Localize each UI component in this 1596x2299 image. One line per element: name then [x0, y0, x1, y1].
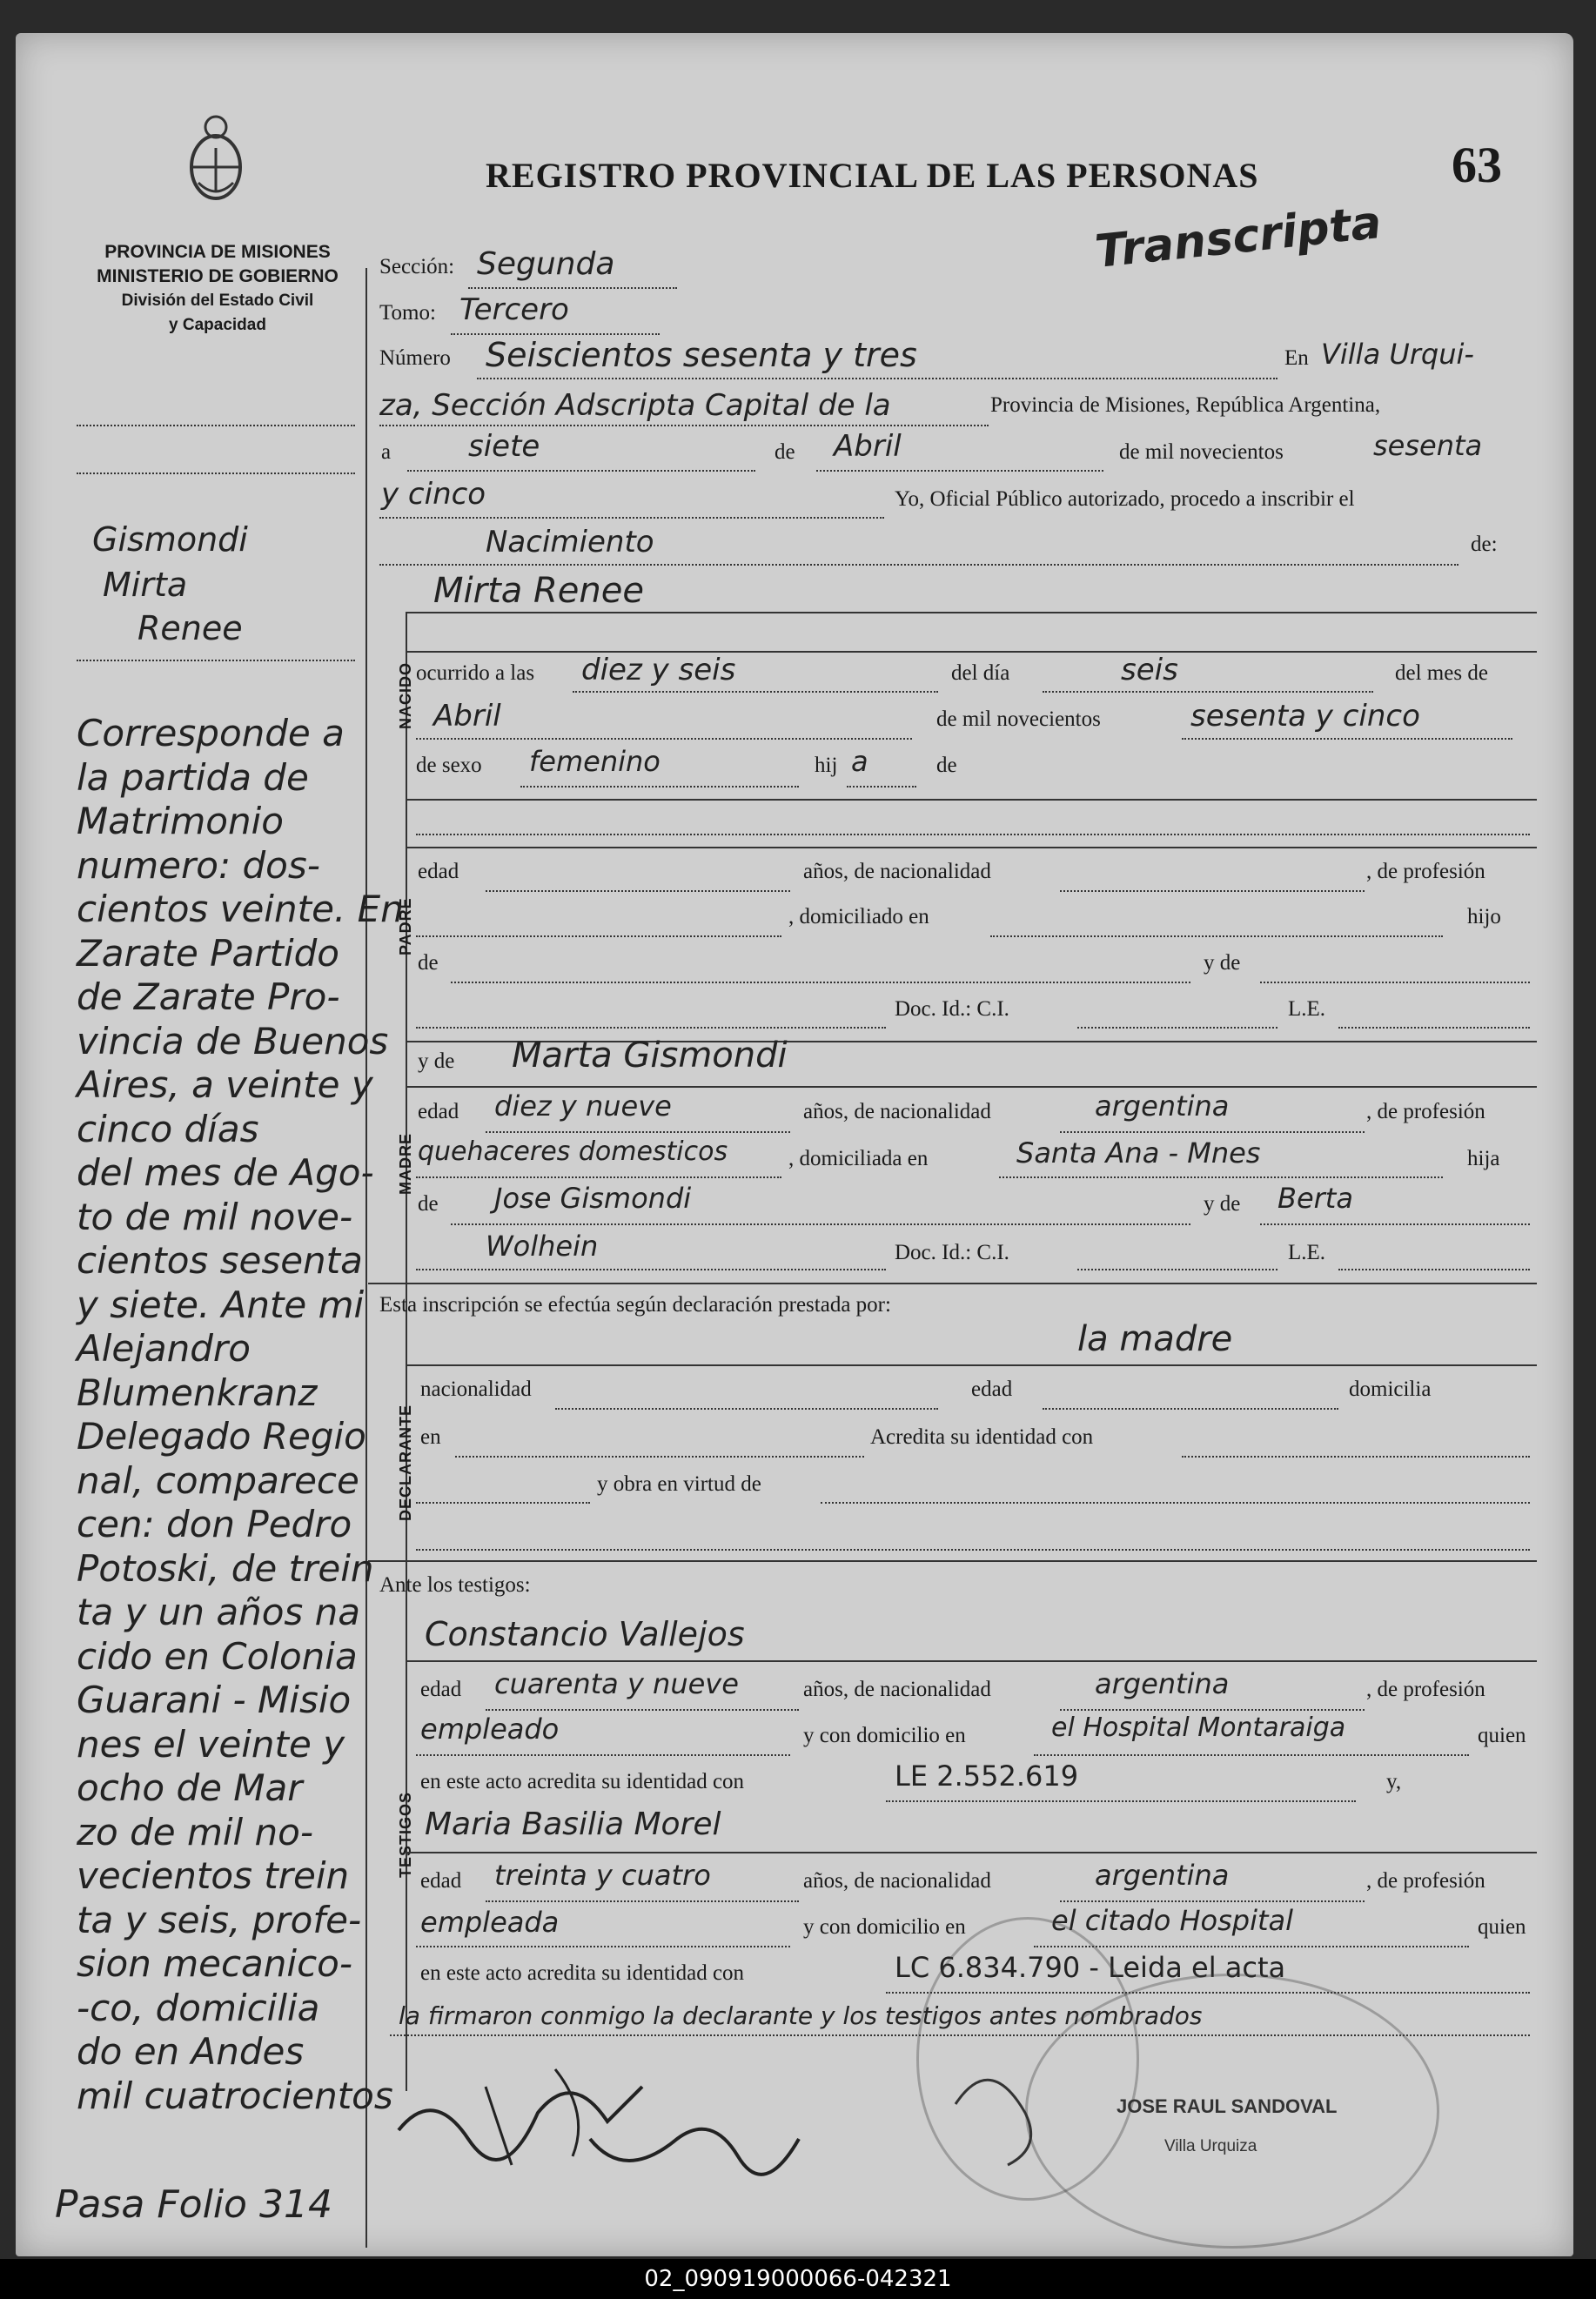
side-label-nacido: NACIDO	[397, 662, 414, 729]
side-label-padre: PADRE	[397, 897, 414, 955]
margin-line: nes el veinte y	[77, 1722, 345, 1766]
agency-line1: PROVINCIA DE MISIONES	[104, 242, 331, 262]
label-edad-madre: edad	[418, 1100, 459, 1123]
value-madre-madre2: Wolhein	[486, 1230, 599, 1263]
label-del-dia: del día	[951, 661, 1010, 685]
label-edad-decl: edad	[971, 1377, 1013, 1401]
value-t2-doc: LC 6.834.790 - Leida el acta	[895, 1951, 1286, 1984]
label-profesion-padre: , de profesión	[1366, 860, 1485, 883]
margin-line: cido en Colonia	[77, 1634, 358, 1678]
margin-line: do en Andes	[77, 2030, 305, 2073]
label-de2: de	[936, 754, 957, 777]
margin-line: cientos sesenta	[77, 1239, 363, 1282]
label-anos-nac-madre: años, de nacionalidad	[803, 1100, 991, 1123]
label-quien-t2: quien	[1478, 1915, 1526, 1939]
label-edad-t2: edad	[420, 1869, 462, 1893]
label-acredita-decl: Acredita su identidad con	[870, 1425, 1094, 1449]
margin-line: cientos veinte. En	[77, 888, 404, 930]
label-profesion-t1: , de profesión	[1366, 1678, 1485, 1701]
page-title: REGISTRO PROVINCIAL DE LAS PERSONAS	[486, 156, 1259, 195]
value-mes-nac: Abril	[433, 699, 501, 734]
margin-surname: Gismondi	[92, 520, 248, 559]
margin-line: mil cuatrocientos	[77, 2074, 393, 2117]
margin-line: ta y un años na	[77, 1591, 360, 1633]
label-yo-oficial: Yo, Oficial Público autorizado, procedo a inscribir el	[895, 487, 1355, 511]
label-en-decl: en	[420, 1425, 441, 1449]
label-y-de-padre: y de	[1204, 951, 1241, 975]
value-dia: siete	[468, 429, 540, 464]
value-t2-prof: empleada	[420, 1906, 560, 1939]
label-numero: Número	[379, 346, 451, 370]
side-label-madre: MADRE	[397, 1133, 414, 1195]
margin-line: Corresponde a	[77, 712, 345, 754]
agency-line4: y Capacidad	[169, 316, 266, 334]
label-hijo: hijo	[1467, 905, 1501, 928]
margin-pasa-folio: Pasa Folio 314	[55, 2182, 332, 2227]
margin-line: zo de mil no-	[77, 1810, 314, 1853]
margin-line: Delegado Regio	[77, 1415, 366, 1458]
value-madre-edad: diez y nueve	[494, 1089, 672, 1123]
side-label-declarante: DECLARANTE	[397, 1404, 414, 1521]
label-y-de-madre2: y de	[1204, 1192, 1241, 1216]
margin-divider	[365, 268, 367, 2248]
margin-line: vincia de Buenos	[77, 1019, 389, 1062]
value-t1-prof: empleado	[420, 1713, 560, 1746]
label-anos-nac-t2: años, de nacionalidad	[803, 1869, 991, 1893]
value-t1-nac: argentina	[1095, 1667, 1230, 1700]
margin-line: -co, domicilia	[77, 1986, 320, 2029]
margin-name2: Renee	[137, 609, 243, 647]
value-sexo: femenino	[529, 745, 661, 778]
margin-line: la partida de	[77, 755, 309, 799]
value-madre-nombre: Marta Gismondi	[512, 1036, 788, 1076]
value-tipo-acta: Nacimiento	[486, 525, 654, 560]
label-nacionalidad-decl: nacionalidad	[420, 1377, 532, 1401]
label-ocurrido: ocurrido a las	[416, 661, 535, 685]
label-quien-t1: quien	[1478, 1724, 1526, 1747]
agency-block	[70, 240, 365, 338]
value-anio2: y cinco	[381, 477, 486, 512]
label-ante-testigos: Ante los testigos:	[379, 1573, 531, 1597]
value-testigo2: Maria Basilia Morel	[425, 1806, 721, 1842]
value-madre-nac: argentina	[1095, 1089, 1230, 1123]
label-hij: hij	[815, 754, 838, 777]
coat-of-arms-icon	[181, 113, 251, 209]
label-hija: hija	[1467, 1147, 1500, 1170]
agency-line2: MINISTERIO DE GOBIERNO	[97, 266, 339, 286]
folio-number: 63	[1452, 137, 1502, 193]
label-acto-t1: en este acto acredita su identidad con	[420, 1770, 745, 1793]
label-con-domicilio-t1: y con domicilio en	[803, 1724, 966, 1747]
margin-line: Potoski, de trein	[77, 1546, 374, 1590]
margin-line: Alejandro	[77, 1327, 251, 1370]
side-label-testigos: TESTIGOS	[397, 1791, 414, 1878]
value-numero: Seiscientos sesenta y tres	[486, 336, 917, 374]
label-con-domicilio-t2: y con domicilio en	[803, 1915, 966, 1939]
label-a: a	[381, 440, 392, 464]
margin-line: ocho de Mar	[77, 1766, 303, 1809]
label-doc-id-padre: Doc. Id.: C.I.	[895, 997, 1009, 1021]
label-anos-nac-padre: años, de nacionalidad	[803, 860, 991, 883]
label-de-madre: de	[418, 1192, 439, 1216]
label-edad-padre: edad	[418, 860, 459, 883]
value-dia-nac: seis	[1121, 653, 1178, 687]
value-tomo: Tercero	[459, 292, 569, 327]
label-domiciliada: , domiciliada en	[788, 1147, 929, 1170]
label-acto-t2: en este acto acredita su identidad con	[420, 1961, 745, 1985]
margin-line: Matrimonio	[77, 800, 284, 842]
label-doc-id-madre: Doc. Id.: C.I.	[895, 1241, 1009, 1264]
margin-line: Blumenkranz	[77, 1371, 318, 1414]
value-hora: diez y seis	[581, 653, 736, 687]
value-madre-padre: Jose Gismondi	[494, 1182, 692, 1215]
margin-line: y siete. Ante mi	[77, 1283, 365, 1326]
value-t2-edad: treinta y cuatro	[494, 1859, 711, 1892]
value-hij-suffix: a	[851, 745, 868, 778]
margin-line: sion mecanico-	[77, 1942, 353, 1985]
signature-icon	[381, 2034, 1077, 2195]
value-t2-dom: el citado Hospital	[1051, 1904, 1294, 1937]
label-domicilia-decl: domicilia	[1349, 1377, 1432, 1401]
official-place: Villa Urquiza	[1164, 2137, 1257, 2155]
margin-line: to de mil nove-	[77, 1195, 353, 1238]
value-t2-nac: argentina	[1095, 1859, 1230, 1892]
value-seccion: Segunda	[477, 246, 615, 282]
label-del-mes-de: del mes de	[1395, 661, 1488, 685]
label-de-colon: de:	[1471, 533, 1498, 556]
label-le-padre: L.E.	[1288, 997, 1326, 1021]
value-en-lugar2: za, Sección Adscripta Capital de la	[379, 388, 891, 423]
label-edad-t1: edad	[420, 1678, 462, 1701]
margin-annotation	[77, 712, 404, 2118]
label-profesion-madre: , de profesión	[1366, 1100, 1485, 1123]
label-seccion: Sección:	[379, 255, 455, 278]
margin-name1: Mirta	[103, 566, 188, 604]
label-y-comma: y,	[1386, 1770, 1402, 1793]
margin-line: vecientos trein	[77, 1854, 350, 1897]
margin-line: Aires, a veinte y	[77, 1063, 373, 1106]
value-en-lugar: Villa Urqui-	[1321, 338, 1474, 371]
register-page	[16, 33, 1573, 2256]
margin-line: Guarani - Misio	[77, 1679, 352, 1721]
label-inscripcion: Esta inscripción se efectúa según declaración prestada por:	[379, 1293, 891, 1317]
closing-text: la firmaron conmigo la declarante y los testigos antes nombrados	[399, 2001, 1203, 2030]
label-anos-nac-t1: años, de nacionalidad	[803, 1678, 991, 1701]
label-tomo: Tomo:	[379, 301, 436, 325]
label-de-sexo: de sexo	[416, 754, 482, 777]
value-anio-nac: sesenta y cinco	[1190, 699, 1420, 734]
transcribed-stamp: Transcripta	[1092, 196, 1385, 279]
margin-line: nal, comparece	[77, 1458, 359, 1502]
value-t1-dom: el Hospital Montaraiga	[1051, 1713, 1346, 1743]
label-mil-novecientos: de mil novecientos	[1119, 440, 1284, 464]
margin-line: del mes de Ago-	[77, 1151, 374, 1194]
agency-line3: División del Estado Civil	[121, 292, 314, 310]
label-domiciliado: , domiciliado en	[788, 905, 929, 928]
value-nombre: Mirta Renee	[433, 571, 644, 611]
label-en: En	[1284, 346, 1309, 370]
official-name: JOSE RAUL SANDOVAL	[1117, 2095, 1338, 2117]
value-t1-doc: LE 2.552.619	[895, 1759, 1079, 1793]
margin-line: Zarate Partido	[77, 931, 339, 975]
label-de-padre: de	[418, 951, 439, 975]
value-anio: sesenta	[1373, 429, 1483, 462]
margin-line: cen: don Pedro	[77, 1503, 352, 1545]
label-de: de	[775, 440, 795, 464]
label-obra-decl: y obra en virtud de	[597, 1472, 761, 1496]
value-mes: Abril	[834, 429, 902, 464]
value-madre-madre: Berta	[1277, 1182, 1353, 1215]
label-de-mil-nov: de mil novecientos	[936, 707, 1101, 731]
label-provincia: Provincia de Misiones, República Argentina,	[990, 393, 1381, 417]
value-declarante: la madre	[1077, 1319, 1233, 1359]
value-testigo1: Constancio Vallejos	[425, 1615, 745, 1653]
margin-line: ta y seis, profe-	[77, 1898, 362, 1941]
footer-caption: 02_090919000066-042321	[0, 2259, 1596, 2299]
margin-line: de Zarate Pro-	[77, 975, 340, 1018]
value-t1-edad: cuarenta y nueve	[494, 1667, 739, 1700]
label-le-madre: L.E.	[1288, 1241, 1326, 1264]
value-madre-dom: Santa Ana - Mnes	[1016, 1136, 1261, 1170]
value-madre-prof: quehaceres domesticos	[418, 1136, 728, 1167]
margin-line: numero: dos-	[77, 843, 320, 887]
label-y-de-madre: y de	[418, 1049, 455, 1073]
label-profesion-t2: , de profesión	[1366, 1869, 1485, 1893]
margin-line: cinco días	[77, 1107, 259, 1150]
